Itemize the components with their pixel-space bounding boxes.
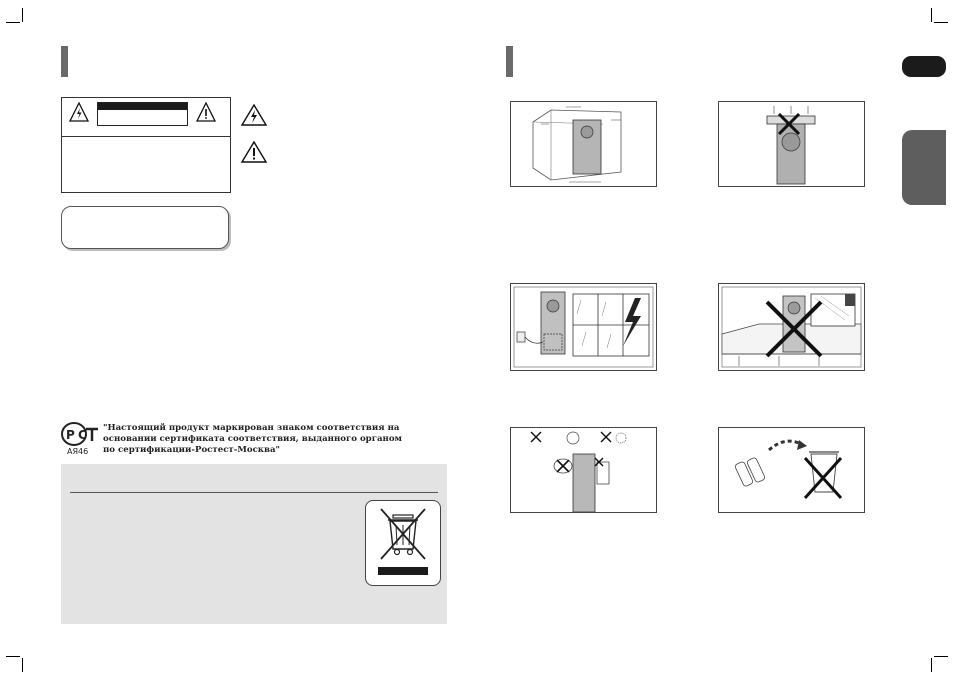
illustration-no-direct-sunlight — [718, 283, 865, 371]
certification-text-line: основании сертификата соответствия, выданного органом — [103, 434, 403, 444]
certification-text — [103, 423, 403, 456]
illustration-ventilation-clearance — [510, 101, 657, 187]
language-tab — [902, 56, 946, 77]
note-box — [61, 206, 229, 249]
caution-label-box — [61, 97, 231, 193]
certification-text-line: по сертификации-Ростест-Москва" — [103, 445, 281, 455]
rostest-mark-code: АЯ46 — [67, 447, 89, 456]
svg-text:С: С — [78, 428, 87, 442]
crop-mark — [934, 22, 948, 23]
certification-text-line: "Настоящий продукт маркирован знаком соответствия на — [103, 423, 400, 433]
disposal-info-panel — [61, 464, 447, 624]
rostest-mark-icon — [60, 421, 100, 447]
chapter-tab — [902, 130, 946, 205]
right-section-header-bar — [506, 46, 513, 77]
illustration-no-objects-on-top — [718, 101, 865, 187]
crop-mark — [22, 658, 23, 672]
svg-text:Р: Р — [66, 428, 75, 442]
exclamation-warning-icon — [196, 102, 216, 122]
crop-mark — [22, 8, 23, 22]
illustration-no-liquids-or-magnets — [510, 427, 657, 513]
lightning-warning-icon — [241, 104, 267, 126]
caution-banner-fill — [98, 103, 187, 110]
caution-label-divider — [62, 136, 230, 137]
crop-mark — [931, 658, 932, 672]
left-section-header-bar — [61, 46, 68, 77]
lightning-warning-icon — [69, 102, 89, 122]
caution-banner — [97, 102, 188, 126]
exclamation-warning-icon — [241, 141, 267, 163]
weee-symbol-box — [365, 500, 441, 586]
crop-mark — [6, 656, 20, 657]
crop-mark — [931, 8, 932, 22]
crop-mark — [934, 656, 948, 657]
crossed-bin-icon — [366, 501, 440, 585]
panel-rule — [70, 492, 438, 493]
crop-mark — [6, 22, 20, 23]
illustration-battery-disposal — [718, 427, 865, 513]
illustration-lightning-unplug — [510, 283, 657, 371]
